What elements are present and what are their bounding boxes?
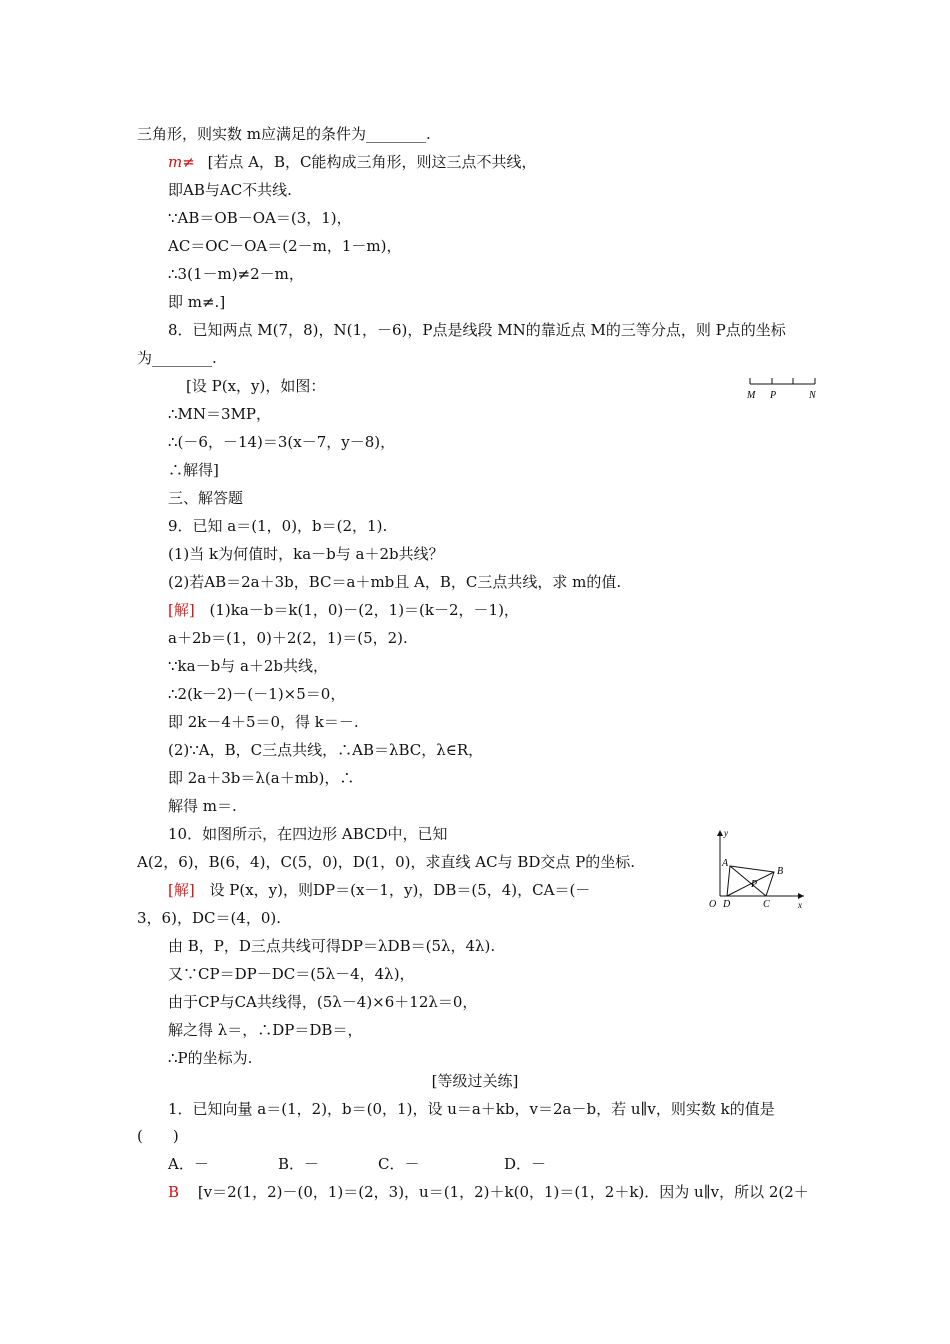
solution-line bbox=[168, 1182, 809, 1202]
option-d: D．－ bbox=[504, 1155, 547, 1173]
text-line: 三角形，则实数 m应满足的条件为________. bbox=[137, 125, 431, 143]
quadrilateral-figure bbox=[702, 826, 812, 912]
text-line: 解之得 λ＝，∴DP＝DB＝， bbox=[168, 1021, 363, 1039]
text-line: ∴P的坐标为. bbox=[168, 1049, 253, 1067]
text-line: (1)当 k为何值时，ka－b与 a＋2b共线？ bbox=[168, 545, 444, 563]
text-line: ∵ka－b与 a＋2b共线， bbox=[168, 657, 329, 675]
option-c: C．－ bbox=[378, 1155, 420, 1173]
label-n: N bbox=[809, 390, 816, 401]
text-line: ∴2(k－2)－(－1)×5＝0， bbox=[168, 685, 346, 703]
text-span: [v＝2(1，2)－(0，1)＝(2，3)，u＝(1，2)＋k(0，1)＝(1，2＋k)．因为 u∥v，所以 2(2＋ bbox=[197, 1183, 809, 1201]
solution-line bbox=[168, 600, 519, 620]
answer-bracket: ( ) bbox=[137, 1127, 179, 1145]
option-b: B．－ bbox=[278, 1155, 320, 1173]
label-o: O bbox=[709, 899, 717, 910]
text-line: 又∵CP＝DP－DC＝(5λ－4，4λ)， bbox=[168, 965, 415, 983]
question-1: 1．已知向量 a＝(1，2)，b＝(0，1)，设 u＝a＋kb，v＝2a－b，若 u∥v，则实数 k的值是 bbox=[168, 1100, 775, 1118]
label-a: A bbox=[722, 858, 729, 869]
text-line: [设 P(x，y)，如图： bbox=[186, 377, 326, 395]
text-line: 即 m≠.] bbox=[168, 293, 226, 311]
text-line: (2)若AB＝2a＋3b，BC＝a＋mb且 A，B，C三点共线，求 m的值. bbox=[168, 573, 622, 591]
solution-tag: [解] bbox=[168, 881, 195, 899]
text-line: 为________. bbox=[137, 349, 217, 367]
label-p: P bbox=[770, 390, 777, 401]
text-line: 由于CP与CA共线得，(5λ－4)×6＋12λ＝0， bbox=[168, 993, 478, 1011]
segment-figure bbox=[745, 374, 825, 402]
text-line: A(2，6)，B(6，4)，C(5，0)，D(1，0)，求直线 AC与 BD交点 P的坐标. bbox=[137, 853, 636, 871]
text-span: 设 P(x，y)，则DP＝(x－1，y)，DB＝(5，4)，CA＝(－ bbox=[209, 881, 591, 899]
text-span: [若点 A，B，C能构成三角形，则这三点不共线， bbox=[207, 153, 537, 171]
question-10: 10．如图所示，在四边形 ABCD中，已知 bbox=[168, 825, 448, 843]
text-line: ∴MN＝3MP， bbox=[168, 405, 272, 423]
text-line: 即 2a＋3b＝λ(a＋mb)，∴ bbox=[168, 769, 355, 787]
text-line: ∵AB＝OB－OA＝(3，1)， bbox=[168, 209, 352, 227]
answer-letter: B bbox=[168, 1183, 180, 1201]
text-line: 即 2k－4＋5＝0，得 k＝－. bbox=[168, 713, 359, 731]
label-m: M bbox=[747, 390, 756, 401]
text-line: ∴解得] bbox=[168, 461, 219, 479]
text-line: (2)∵A，B，C三点共线，∴AB＝λBC，λ∈R， bbox=[168, 741, 484, 759]
text-line: 解得 m＝. bbox=[168, 797, 237, 815]
label-c: C bbox=[763, 899, 770, 910]
axis-y-label: y bbox=[724, 828, 728, 838]
section-heading: 三、解答题 bbox=[168, 489, 244, 507]
text-line: AC＝OC－OA＝(2－m，1－m)， bbox=[168, 237, 402, 255]
text-line: a＋2b＝(1，0)＋2(2，1)＝(5，2). bbox=[168, 629, 408, 647]
label-p: P bbox=[751, 879, 758, 890]
answer-line bbox=[168, 152, 537, 172]
text-line: 由 B，P，D三点共线可得DP＝λDB＝(5λ，4λ). bbox=[168, 937, 496, 955]
answer-mark: m≠ bbox=[168, 153, 195, 171]
label-b: B bbox=[777, 866, 784, 877]
solution-tag: [解] bbox=[168, 601, 195, 619]
label-d: D bbox=[723, 899, 731, 910]
solution-line bbox=[168, 880, 590, 900]
axis-x-label: x bbox=[798, 900, 802, 910]
option-a: A．－ bbox=[168, 1155, 209, 1173]
question-8: 8．已知两点 M(7，8)，N(1，－6)，P点是线段 MN的靠近点 M的三等分点，则 P点的坐标 bbox=[168, 321, 786, 339]
text-span: (1)ka－b＝k(1，0)－(2，1)＝(k－2，－1)， bbox=[209, 601, 519, 619]
text-line: 即AB与AC不共线. bbox=[168, 181, 292, 199]
text-line: 3，6)，DC＝(4，0). bbox=[137, 909, 282, 927]
section-title: [等级过关练] bbox=[431, 1072, 519, 1090]
text-line: ∴(－6，－14)＝3(x－7，y－8)， bbox=[168, 433, 396, 451]
text-line: ∴3(1－m)≠2－m， bbox=[168, 265, 304, 283]
question-9: 9．已知 a＝(1，0)，b＝(2，1). bbox=[168, 517, 388, 535]
